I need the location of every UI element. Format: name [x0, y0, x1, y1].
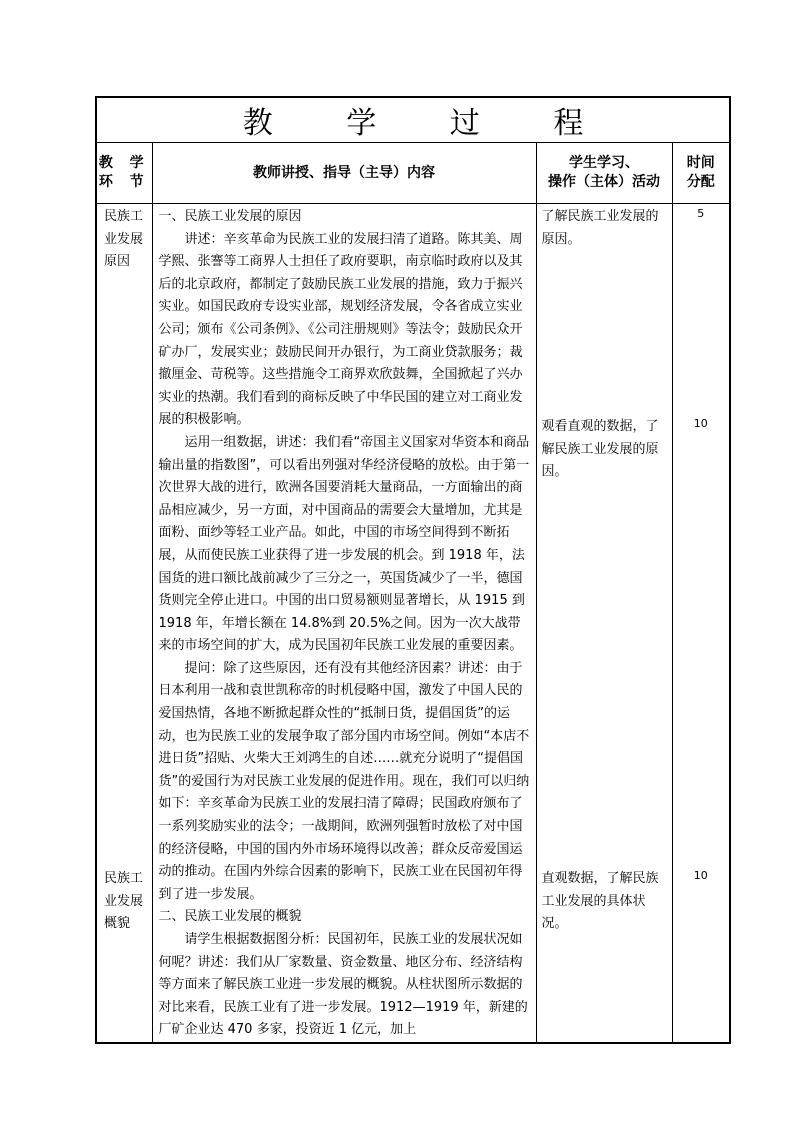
time-allocation-1: 5: [697, 207, 705, 220]
time-allocation-3: 10: [693, 869, 708, 882]
student-activity-2: 观看直观的数据，了解民族工业发展的原因。: [541, 419, 659, 480]
teacher-content-column: [152, 204, 536, 1043]
header-teaching-link: [96, 143, 152, 204]
student-activity-1: 了解民族工业发展的原因。: [541, 209, 659, 247]
header-student-activity: [536, 143, 672, 204]
header-teacher-content: 教师讲授、指导（主导）内容: [152, 143, 536, 204]
section-heading-causes: 一、民族工业发展的原因: [158, 209, 302, 224]
time-allocation-2: 10: [693, 417, 708, 430]
header-time-allocation: [672, 143, 730, 204]
table-title: 教 学 过 程: [96, 97, 730, 143]
paragraph-overview: 请学生根据数据图分析：民国初年，民族工业的发展状况如何呢？讲述：我们从厂家数量、资金数量、地区分布、经济结构等方面来了解民族工业进一步发展的概貌。从柱状图所示数据的对比来看，民族工业有了进一步发展。1912—1919 年，新建的厂矿企业达 470 多家，投资近 1 亿元，加上: [158, 932, 528, 1038]
paragraph-patriotic-movement: 提问：除了这些原因，还有没有其他经济因素？讲述：由于日本利用一战和袁世凯称帝的时机侵略中国，激发了中国人民的爱国热情，各地不断掀起群众性的“抵制日货，提倡国货”的运动，也为民族工业的发展争取了部分国内市场空间。例如“本店不进日货”招贴、火柴大王刘鸿生的自述……就充分说明了“提倡国货”的爱国行为对民族工业发展的促进作用。现在，我们可以归纳如下：辛亥革命为民族工业的发展扫清了障碍；民国政府颁布了一系列奖励实业的法令；一战期间，欧洲列强暂时放松了对中国的经济侵略，中国的国内外市场环境得以改善；群众反帝爱国运动的推动。在国内外综合因素的影响下，民族工业在民国初年得到了进一步发展。: [158, 660, 530, 902]
lesson-process-table: [95, 96, 731, 1044]
student-activity-3: 直观数据，了解民族工业发展的具体状况。: [541, 871, 659, 932]
stage-overview: 民族工业发展概貌: [104, 871, 144, 932]
student-activity-column: [536, 204, 672, 1043]
paragraph-revolution: 讲述：辛亥革命为民族工业的发展扫清了道路。陈其美、周学熙、张謇等工商界人士担任了政府要职，南京临时政府以及其后的北京政府，都制定了鼓励民族工业发展的措施，致力于振兴实业。如国民政府专设实业部，规划经济发展，令各省成立实业公司；颁布《公司条例》、《公司注册规则》等法令；鼓励民众开矿办厂，发展实业；鼓励民间开办银行，为工商业贷款服务；裁撤厘金、苛税等。这些措施令工商界欢欣鼓舞，全国掀起了兴办实业的热潮。我们看到的商标反映了中华民国的建立对工商业发展的积极影响。: [158, 231, 523, 428]
header-time-allocation-label: 时间 分配: [686, 155, 715, 190]
header-teaching-link-label: 教 学 环 节: [98, 155, 150, 190]
lesson-process-table-wrapper: [95, 96, 729, 1038]
header-student-activity-label: 学生学习、 操作（主体）活动: [548, 155, 660, 190]
teaching-link-column: [96, 204, 152, 1043]
stage-causes: 民族工业发展原因: [104, 209, 144, 270]
paragraph-data-analysis: 运用一组数据，讲述：我们看“帝国主义国家对华资本和商品输出量的指数图”，可以看出列强对华经济侵略的放松。由于第一次世界大战的进行，欧洲各国要消耗大量商品，一方面输出的商品相应减少，另一方面，对中国商品的需要会大量增加，尤其是面粉、面纱等轻工业产品。如此，中国的市场空间得到不断拓展，从而使民族工业获得了进一步发展的机会。到 1918 年，法国货的进口额比战前减少了三分之一，英国货减少了一半，德国货则完全停止进口。中国的出口贸易额则显著增长，从 1915 到 1918 年，年增长额在 14.8%到 20.5%之间。因为一次大战带来的市场空间的扩大，成为民国初年民族工业发展的重要因素。: [158, 434, 530, 654]
time-allocation-column: [672, 204, 730, 1043]
section-heading-overview: 二、民族工业发展的概貌: [158, 909, 302, 925]
